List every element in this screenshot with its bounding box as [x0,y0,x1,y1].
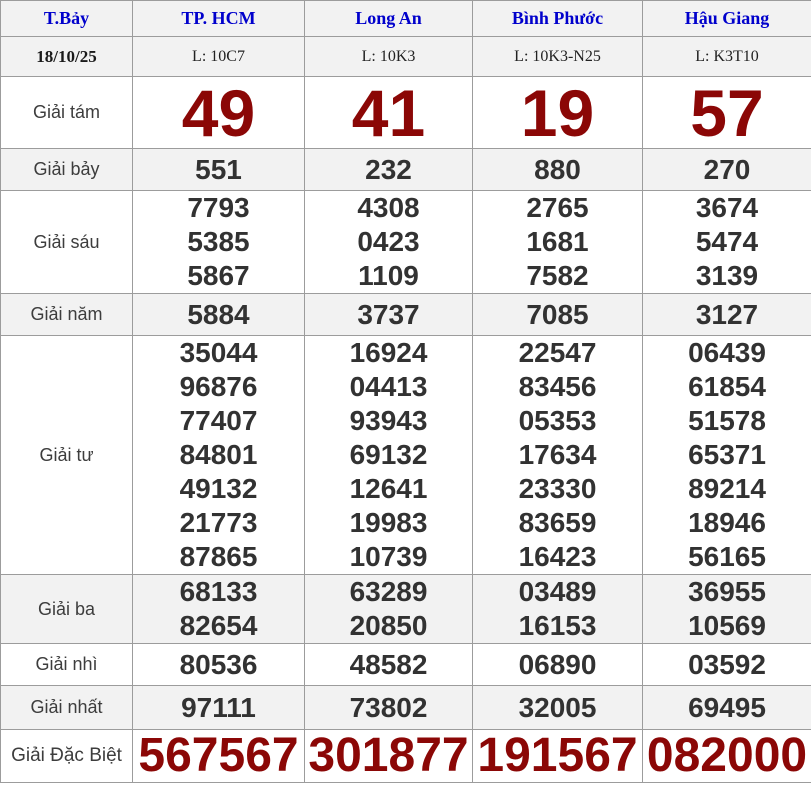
prize-label: Giải tư [1,336,133,575]
prize-number: 41 [351,76,426,149]
prize-label: Giải tám [1,77,133,149]
prize-number: 49132 [179,473,258,504]
station-code-longan: L: 10K3 [305,37,473,77]
prize-row-3 [1,575,811,644]
prize-number: 04413 [349,371,428,402]
prize-row-5 [1,294,811,336]
prize-number: 22547 [518,337,597,368]
prize-number: 16153 [518,610,597,641]
prize-number: 69132 [349,439,428,470]
prize-cell [643,294,811,336]
province-header-longan[interactable]: Long An [305,1,473,37]
prize-label: Giải bảy [1,149,133,191]
prize-cell [133,77,305,149]
prize-number: 3737 [357,298,420,330]
prize-number: 19 [520,76,595,149]
prize-row-8 [1,77,811,149]
prize-number: 10739 [349,541,428,572]
province-header-tphcm[interactable]: TP. HCM [133,1,305,37]
prize-number: 12641 [349,473,428,504]
prize-number: 61854 [688,371,766,402]
prize-number: 93943 [349,405,428,436]
prize-cell [473,149,643,191]
prize-number: 48582 [349,648,428,680]
prize-cell [473,686,643,730]
prize-number: 7582 [526,260,589,291]
prize-row-special [1,730,811,783]
prize-number: 5884 [187,298,250,330]
prize-number: 2765 [526,192,589,223]
prize-number: 56165 [688,541,766,572]
station-code-binhphuoc: L: 10K3-N25 [473,37,643,77]
prize-number: 87865 [179,541,258,572]
prize-number: 4308 [357,192,420,223]
prize-cell [643,686,811,730]
prize-number: 05353 [518,405,597,436]
prize-number: 83659 [518,507,597,538]
prize-cell [133,191,305,294]
prize-number: 191567 [477,729,638,782]
prize-label: Giải sáu [1,191,133,294]
prize-number: 83456 [518,371,597,402]
prize-cell [305,575,473,644]
prize-number: 65371 [688,439,766,470]
prize-row-2 [1,644,811,686]
prize-cell [305,77,473,149]
prize-label: Giải nhì [1,644,133,686]
prize-cell [133,730,305,783]
prize-label: Giải nhất [1,686,133,730]
prize-number: 1681 [526,226,589,257]
header-row [1,1,811,37]
prize-number: 49 [181,76,256,149]
prize-number: 82654 [179,610,258,641]
prize-cell [643,336,811,575]
prize-cell [133,294,305,336]
prize-number: 551 [195,153,242,185]
prize-number: 5385 [187,226,250,257]
prize-row-1 [1,686,811,730]
prize-number: 18946 [688,507,766,538]
draw-date: 18/10/25 [1,37,133,77]
prize-cell [133,149,305,191]
prize-number: 96876 [179,371,258,402]
prize-number: 7793 [187,192,250,223]
prize-cell [305,644,473,686]
prize-cell [133,336,305,575]
prize-number: 3674 [695,192,759,223]
prize-number: 16924 [349,337,428,368]
prize-cell [473,77,643,149]
prize-number: 3139 [695,260,759,291]
prize-cell [473,294,643,336]
prize-number: 84801 [179,439,258,470]
prize-label: Giải Đặc Biệt [1,730,133,783]
prize-number: 20850 [349,610,428,641]
prize-cell [305,191,473,294]
date-row [1,37,811,77]
prize-number: 270 [703,153,751,185]
prize-number: 16423 [518,541,597,572]
prize-cell [473,644,643,686]
prize-number: 567567 [138,729,299,782]
prize-label: Giải ba [1,575,133,644]
prize-label: Giải năm [1,294,133,336]
prize-number: 89214 [688,473,766,504]
prize-number: 21773 [179,507,258,538]
prize-number: 97111 [181,691,256,723]
prize-number: 17634 [518,439,597,470]
prize-number: 06439 [688,337,766,368]
prize-number: 68133 [179,576,258,607]
prize-cell [643,575,811,644]
prize-row-6 [1,191,811,294]
prize-number: 03592 [688,648,766,680]
province-header-haugiang[interactable]: Hậu Giang [643,1,811,37]
prize-cell [133,644,305,686]
station-code-tphcm: L: 10C7 [133,37,305,77]
prize-number: 880 [534,153,581,185]
prize-cell [643,644,811,686]
prize-number: 5474 [695,226,759,257]
prize-number: 06890 [518,648,597,680]
prize-number: 1109 [358,260,419,291]
prize-number: 32005 [518,691,597,723]
prize-number: 232 [365,153,412,185]
prize-number: 35044 [179,337,258,368]
prize-cell [305,730,473,783]
prize-number: 36955 [688,576,766,607]
prize-cell [305,686,473,730]
prize-number: 10569 [688,610,766,641]
prize-number: 77407 [179,405,258,436]
prize-cell [643,191,811,294]
prize-number: 03489 [518,576,597,607]
station-code-haugiang: L: K3T10 [643,37,811,77]
prize-cell [473,575,643,644]
prize-cell [473,730,643,783]
province-header-binhphuoc[interactable]: Bình Phước [473,1,643,37]
prize-number: 19983 [349,507,428,538]
prize-cell [133,575,305,644]
prize-cell [305,149,473,191]
prize-cell [305,294,473,336]
prize-row-4 [1,336,811,575]
prize-number: 63289 [349,576,428,607]
prize-number: 57 [690,76,764,149]
prize-number: 51578 [688,405,766,436]
prize-number: 0423 [357,226,420,257]
prize-number: 80536 [179,648,258,680]
prize-cell [473,191,643,294]
prize-number: 69495 [688,691,766,723]
prize-cell [643,77,811,149]
prize-number: 23330 [518,473,597,504]
prize-number: 3127 [695,298,759,330]
prize-number: 301877 [308,729,469,782]
prize-number: 082000 [646,729,808,782]
prize-cell [643,730,811,783]
prize-number: 5867 [187,260,250,291]
prize-number: 7085 [526,298,589,330]
prize-cell [133,686,305,730]
day-header-link[interactable]: T.Bảy [1,1,133,37]
prize-cell [473,336,643,575]
prize-number: 73802 [349,691,428,723]
prize-cell [643,149,811,191]
prize-row-7 [1,149,811,191]
prize-cell [305,336,473,575]
